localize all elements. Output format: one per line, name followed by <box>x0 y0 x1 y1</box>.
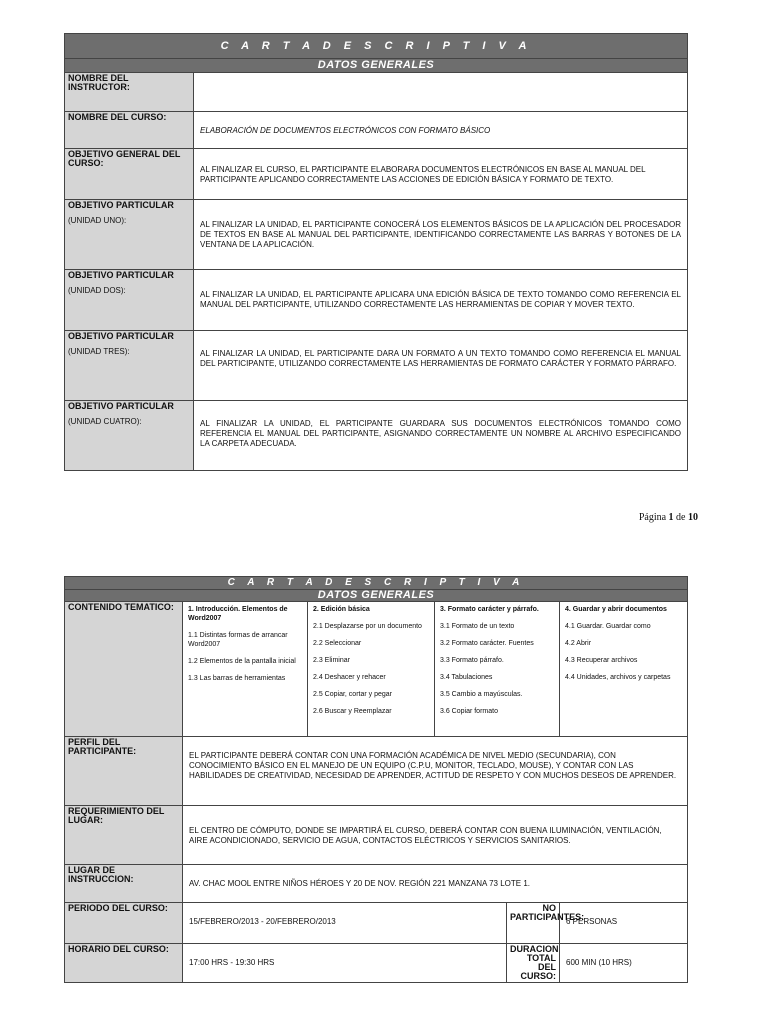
unit-4-topics: 4. Guardar y abrir documentos 4.1 Guardar. Guardar como 4.2 Abrir 4.3 Recuperar archivos 4.4 Unidades, archivos y carpetas <box>560 602 688 737</box>
horario-value: 17:00 HRS - 19:30 HRS <box>183 944 507 983</box>
page1-title: C A R T A D E S C R I P T I V A <box>65 34 688 59</box>
objetivo-unidad-3-label: OBJETIVO PARTICULAR (UNIDAD TRES): <box>65 331 194 401</box>
objetivo-unidad-2-label: OBJETIVO PARTICULAR (UNIDAD DOS): <box>65 270 194 331</box>
requerimiento-label: REQUERIMIENTO DEL LUGAR: <box>65 806 183 865</box>
objetivo-unidad-4-label: OBJETIVO PARTICULAR (UNIDAD CUATRO): <box>65 401 194 471</box>
objetivo-general-label: OBJETIVO GENERAL DEL CURSO: <box>65 149 194 200</box>
page-number: Página 1 de 10 <box>638 512 698 523</box>
page2-table <box>64 576 688 983</box>
lugar-value: AV. CHAC MOOL ENTRE NIÑOS HÉROES Y 20 DE NOV. REGIÓN 221 MANZANA 73 LOTE 1. <box>183 865 688 903</box>
unit-1-topics: 1. Introducción. Elementos de Word2007 1.1 Distintas formas de arrancar Word2007 1.2 Elementos de la pantalla inicial 1.3 Las barras de herramientas <box>183 602 308 737</box>
objetivo-unidad-4-value: AL FINALIZAR LA UNIDAD, EL PARTICIPANTE GUARDARA SUS DOCUMENTOS ELECTRÓNICOS TOMANDO COMO REFERENCIA EL MANUAL DEL PARTICIPANTE, ASIGNANDO CORRECTAMENTE UN NOMBRE AL ARCHIVO ESPECIFICANDO LA CARPETA ADECUADA. <box>194 401 688 471</box>
unit-3-topics: 3. Formato carácter y párrafo. 3.1 Formato de un texto 3.2 Formato carácter. Fuentes 3.3 Formato párrafo. 3.4 Tabulaciones 3.5 Cambio a mayúsculas. 3.6 Copiar formato <box>435 602 560 737</box>
unit-2-topics: 2. Edición básica 2.1 Desplazarse por un documento 2.2 Seleccionar 2.3 Eliminar 2.4 Deshacer y rehacer 2.5 Copiar, cortar y pegar 2.6 Buscar y Reemplazar <box>308 602 435 737</box>
objetivo-unidad-2-value: AL FINALIZAR LA UNIDAD, EL PARTICIPANTE APLICARA UNA EDICIÓN BÁSICA DE TEXTO TOMANDO COMO REFERENCIA EL MANUAL DEL PARTICIPANTE, UTILIZANDO CORRECTAMENTE LAS HERRAMIENTAS DE COPIAR Y MOVER TEXTO. <box>194 270 688 331</box>
page2-title: C A R T A D E S C R I P T I V A <box>65 577 688 590</box>
curso-value: ELABORACIÓN DE DOCUMENTOS ELECTRÓNICOS CON FORMATO BÁSICO <box>194 112 688 149</box>
horario-label: HORARIO DEL CURSO: <box>65 944 183 983</box>
perfil-label: PERFIL DEL PARTICIPANTE: <box>65 737 183 806</box>
objetivo-unidad-3-value: AL FINALIZAR LA UNIDAD, EL PARTICIPANTE DARA UN FORMATO A UN TEXTO TOMANDO COMO REFERENCIA EL MANUAL DEL PARTICIPANTE, UTILIZANDO CORRECTAMENTE LAS HERRAMIENTAS DE FORMATO CARÁCTER Y FORMATO PÁRRAFO. <box>194 331 688 401</box>
page1-table <box>64 33 688 471</box>
contenido-label: CONTENIDO TEMATICO: <box>65 602 183 737</box>
duracion-value: 600 MIN (10 HRS) <box>560 944 688 983</box>
objetivo-general-value: AL FINALIZAR EL CURSO, EL PARTICIPANTE ELABORARA DOCUMENTOS ELECTRÓNICOS EN BASE AL MANUAL DEL PARTICIPANTE APLICANDO CORRECTAMENTE LAS ACCIONES DE EDICIÓN BÁSICA Y FORMATO DE TEXTO. <box>194 149 688 200</box>
objetivo-unidad-1-label: OBJETIVO PARTICULAR (UNIDAD UNO): <box>65 200 194 270</box>
periodo-label: PERIODO DEL CURSO: <box>65 903 183 944</box>
periodo-value: 15/FEBRERO/2013 - 20/FEBRERO/2013 <box>183 903 507 944</box>
lugar-label: LUGAR DE INSTRUCCION: <box>65 865 183 903</box>
curso-label: NOMBRE DEL CURSO: <box>65 112 194 149</box>
duracion-label: DURACION TOTAL DEL CURSO: <box>507 944 560 983</box>
requerimiento-value: EL CENTRO DE CÓMPUTO, DONDE SE IMPARTIRÁ EL CURSO, DEBERÁ CONTAR CON BUENA ILUMINACIÓN, VENTILACIÓN, AIRE ACONDICIONADO, SERVICIO DE AGUA, CONTACTOS ELÉCTRICOS Y SERVICIOS SANITARIOS. <box>183 806 688 865</box>
instructor-value <box>194 73 688 112</box>
perfil-value: EL PARTICIPANTE DEBERÁ CONTAR CON UNA FORMACIÓN ACADÉMICA DE NIVEL MEDIO (SECUNDARIA), CON CONOCIMIENTO BÁSICO EN EL MANEJO DE UN EQUIPO (C.P.U, MONITOR, TECLADO, MOUSE), Y CONTAR CON LAS HABILIDADES DE CREATIVIDAD, NECESIDAD DE APRENDER, ACTITUD DE RESPETO Y CON MUCHOS DESEOS DE APRENDER. <box>183 737 688 806</box>
objetivo-unidad-1-value: AL FINALIZAR LA UNIDAD, EL PARTICIPANTE CONOCERÁ LOS ELEMENTOS BÁSICOS DE LA APLICACIÓN DEL PROCESADOR DE TEXTOS EN BASE AL MANUAL DEL PARTICIPANTE, IDENTIFICANDO CORRECTAMENTE LAS BARRAS Y BOTONES DE LA VENTANA DE LA APLICACIÓN. <box>194 200 688 270</box>
participantes-label: NO PARTICIPANTES: <box>507 903 560 944</box>
page1-subtitle: DATOS GENERALES <box>65 59 688 73</box>
page2-subtitle: DATOS GENERALES <box>65 590 688 602</box>
participantes-value: 6 PERSONAS <box>560 903 688 944</box>
instructor-label: NOMBRE DEL INSTRUCTOR: <box>65 73 194 112</box>
